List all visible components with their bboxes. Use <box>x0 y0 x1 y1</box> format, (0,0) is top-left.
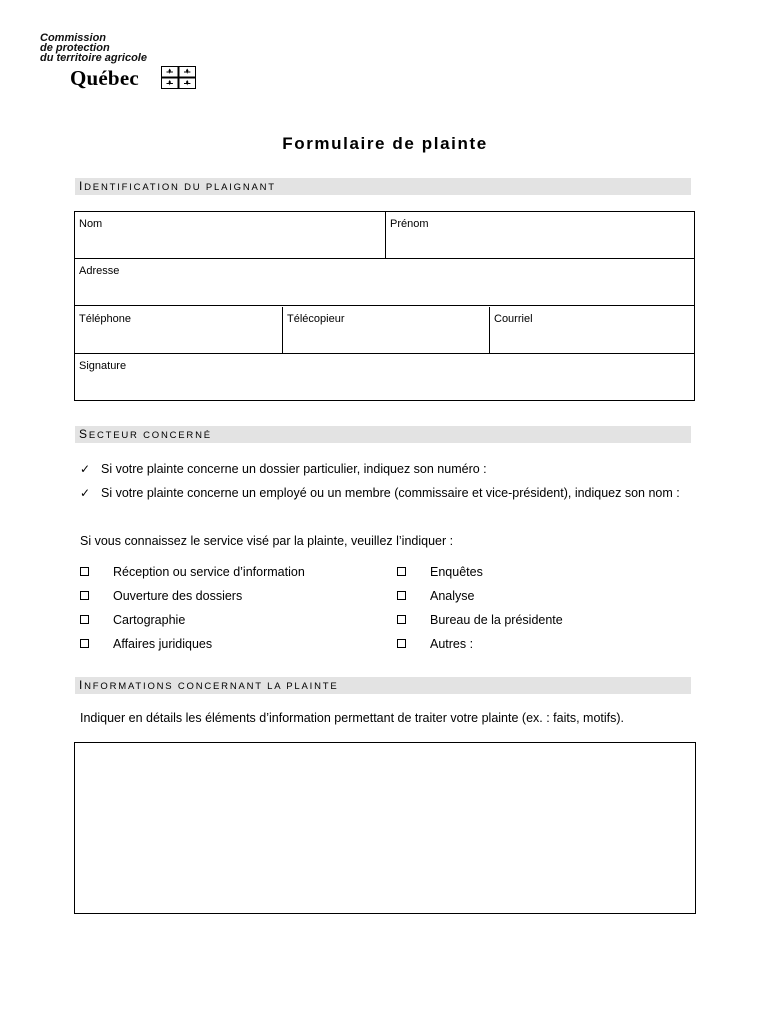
option-label: Bureau de la présidente <box>430 613 563 627</box>
nom-field[interactable] <box>75 212 385 258</box>
fleur-de-lis-flag-icon <box>161 66 196 89</box>
option-label: Autres : <box>430 637 474 651</box>
telephone-field[interactable] <box>75 307 282 353</box>
details-instruction: Indiquer en détails les éléments d’information permettant de traiter votre plainte (ex. : faits, motifs). <box>80 711 625 725</box>
section-title-identification: IDENTIFICATION DU PLAIGNANT <box>79 179 276 193</box>
option-label: Cartographie <box>113 613 186 627</box>
row-name <box>75 212 694 259</box>
section-title-informations: INFORMATIONS CONCERNANT LA PLAINTE <box>79 678 339 692</box>
checkbox[interactable] <box>80 615 89 624</box>
bullet-dossier-text: Si votre plainte concerne un dossier particulier, indiquez son numéro : <box>101 462 487 476</box>
nom-label: Nom <box>79 218 103 230</box>
checkbox[interactable] <box>80 639 89 648</box>
adresse-label: Adresse <box>79 265 120 277</box>
option-label: Ouverture des dossiers <box>113 589 243 603</box>
courriel-field[interactable] <box>489 307 696 353</box>
bullet-employe-text: Si votre plainte concerne un employé ou un membre (commissaire et vice-président), indiquez son nom : <box>101 486 680 500</box>
row-address <box>75 259 694 306</box>
checkbox[interactable] <box>397 567 406 576</box>
section-header-secteur <box>75 426 691 443</box>
service-prompt: Si vous connaissez le service visé par la plainte, veuillez l’indiquer : <box>80 534 454 548</box>
details-textarea[interactable] <box>74 742 696 914</box>
signature-label: Signature <box>79 360 127 372</box>
checkmark-icon: ✓ <box>80 486 91 500</box>
logo-line-2: de protection <box>40 42 110 54</box>
checkbox[interactable] <box>80 591 89 600</box>
checkbox[interactable] <box>80 567 89 576</box>
option-label: Réception ou service d’information <box>113 565 305 579</box>
checkmark-icon: ✓ <box>80 462 91 476</box>
section-title-secteur: SECTEUR CONCERNÉ <box>79 427 212 441</box>
row-signature <box>75 354 694 401</box>
checkbox[interactable] <box>397 639 406 648</box>
telephone-label: Téléphone <box>79 313 131 325</box>
logo-line-1: Commission <box>40 32 107 44</box>
identification-table <box>74 211 695 401</box>
logo-line-3: du territoire agricole <box>40 52 147 64</box>
section-header-identification <box>75 178 691 195</box>
prenom-field[interactable] <box>385 212 696 258</box>
telecopieur-label: Télécopieur <box>287 313 345 325</box>
section-header-informations <box>75 677 691 694</box>
option-label: Enquêtes <box>430 565 483 579</box>
option-label: Analyse <box>430 589 475 603</box>
prenom-label: Prénom <box>390 218 429 230</box>
row-contact <box>75 307 694 354</box>
courriel-label: Courriel <box>494 313 533 325</box>
organization-logo <box>40 33 210 93</box>
quebec-wordmark: Québec <box>70 66 139 90</box>
checkbox[interactable] <box>397 615 406 624</box>
adresse-field[interactable] <box>75 259 694 305</box>
checkbox[interactable] <box>397 591 406 600</box>
telecopieur-field[interactable] <box>282 307 489 353</box>
signature-field[interactable] <box>75 354 694 401</box>
option-label: Affaires juridiques <box>113 637 213 651</box>
form-title: Formulaire de plainte <box>282 134 488 153</box>
